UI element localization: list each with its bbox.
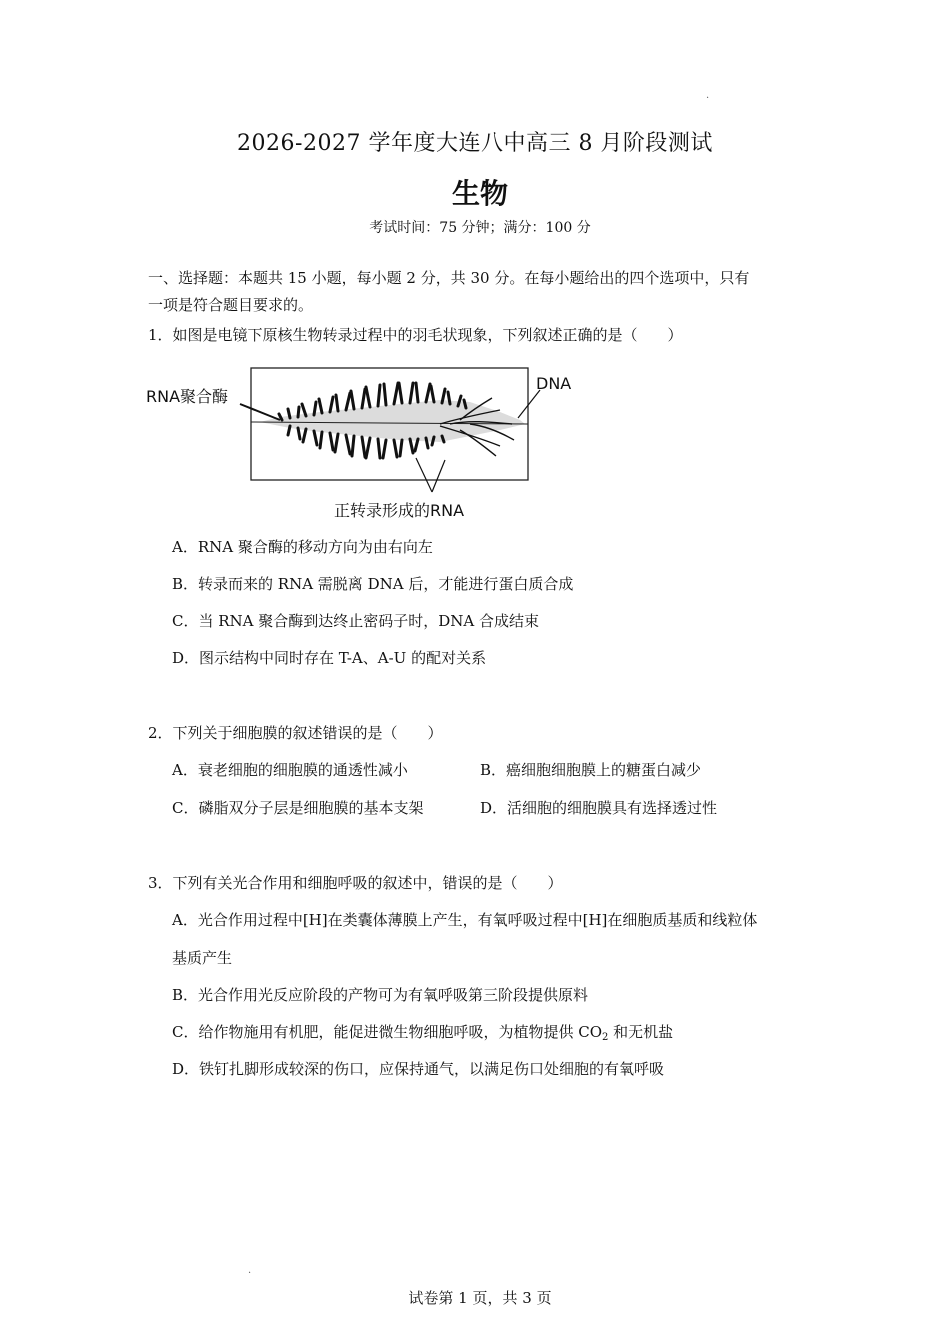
- q3-option-c: [172, 1021, 673, 1043]
- q2-option-b: B．癌细胞细胞膜上的糖蛋白减少: [480, 761, 702, 779]
- q1-stem: 1．如图是电镜下原核生物转录过程中的羽毛状现象，下列叙述正确的是（ ）: [148, 326, 683, 344]
- scan-dot-bottom: ·: [248, 1268, 252, 1279]
- exam-meta: 考试时间：75 分钟；满分：100 分: [369, 220, 591, 236]
- q3-option-c-tail: 和无机盐: [608, 1023, 674, 1041]
- q1-option-c: C．当 RNA 聚合酶到达终止密码子时，DNA 合成结束: [172, 612, 540, 630]
- exam-title: 2026-2027 学年度大连八中高三 8 月阶段测试: [237, 131, 713, 156]
- q3-option-b: B．光合作用光反应阶段的产物可为有氧呼吸第三阶段提供原料: [172, 986, 589, 1004]
- q2-option-d: D．活细胞的细胞膜具有选择透过性: [480, 799, 718, 817]
- q1-option-d: D．图示结构中同时存在 T-A、A-U 的配对关系: [172, 649, 487, 667]
- q3-option-d: D．铁钉扎脚形成较深的伤口，应保持通气，以满足伤口处细胞的有氧呼吸: [172, 1060, 665, 1078]
- q3-stem: 3．下列有关光合作用和细胞呼吸的叙述中，错误的是（ ）: [148, 874, 563, 892]
- q3-option-c-text: C．给作物施用有机肥，能促进微生物细胞呼吸，为植物提供 CO: [172, 1023, 603, 1041]
- q2-option-a: A．衰老细胞的细胞膜的通透性减小: [172, 761, 408, 779]
- scan-dot: ·: [706, 93, 710, 104]
- q3-option-a-line1: A．光合作用过程中[H]在类囊体薄膜上产生，有氧呼吸过程中[H]在细胞质基质和线粒体: [172, 911, 758, 929]
- q3-option-a-line2: 基质产生: [172, 949, 233, 967]
- subject-title: 生物: [451, 177, 508, 210]
- page-footer: 试卷第 1 页，共 3 页: [408, 1289, 552, 1307]
- label-rna: 正转录形成的RNA: [334, 501, 465, 520]
- q1-option-b: B．转录而来的 RNA 需脱离 DNA 后，才能进行蛋白质合成: [172, 575, 574, 593]
- section-intro-line2: 一项是符合题目要求的。: [148, 296, 314, 314]
- q2-option-c: C．磷脂双分子层是细胞膜的基本支架: [172, 799, 424, 817]
- label-rna-polymerase: RNA聚合酶: [146, 387, 229, 406]
- section-intro-line1: 一、选择题：本题共 15 小题，每小题 2 分，共 30 分。在每小题给出的四个选项中，只有: [148, 269, 750, 287]
- q3-option-c-subscript: 2: [602, 1032, 609, 1043]
- q1-figure: [140, 360, 572, 520]
- q2-stem: 2．下列关于细胞膜的叙述错误的是（ ）: [148, 724, 443, 742]
- label-dna: DNA: [536, 374, 572, 393]
- q1-option-a: A．RNA 聚合酶的移动方向为由右向左: [172, 538, 433, 556]
